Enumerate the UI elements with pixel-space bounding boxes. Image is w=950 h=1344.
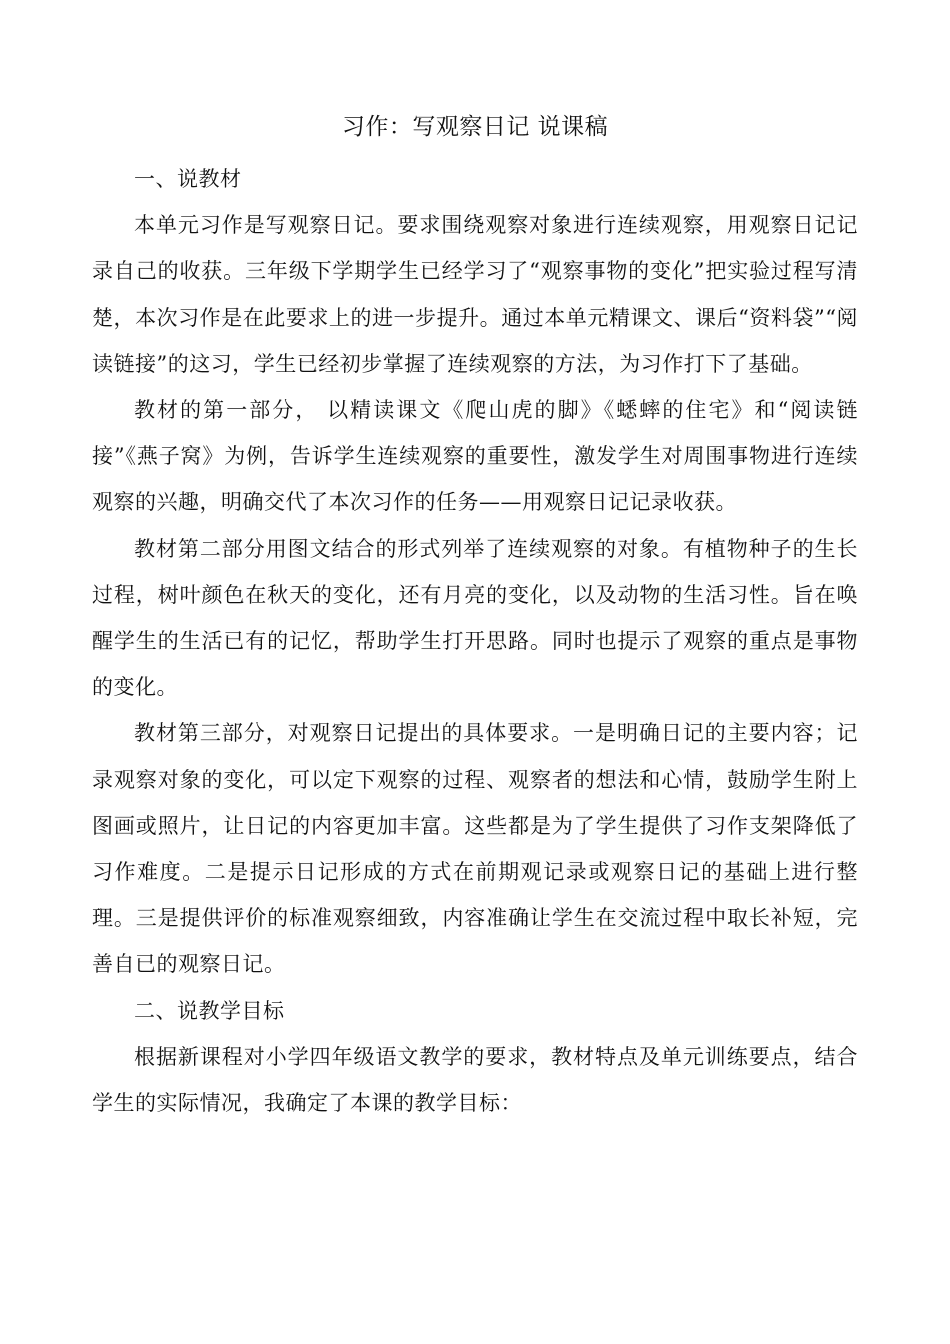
- paragraph-unit-overview: 本单元习作是写观察日记。要求围绕观察对象进行连续观察，用观察日记记录自己的收获。三年级下学期学生已经学习了“观察事物的变化”把实验过程写清楚，本次习作是在此要求上的进一步提升。通过本单元精课文、课后“资料袋”“阅读链接”的这习，学生已经初步掌握了连续观察的方法，为习作打下了基础。: [92, 213, 858, 376]
- section-heading-textbook: 一、说教材: [134, 167, 242, 191]
- paragraph-part-one: 教材的第一部分， 以精读课文《爬山虎的脚》《蟋蟀的住宅》和“阅读链接”《燕子窝》为例，告诉学生连续观察的重要性，激发学生对周围事物进行连续观察的兴趣，明确交代了本次习作的任务——用观察日记记录收获。: [92, 398, 858, 515]
- document-body: [92, 156, 858, 1126]
- paragraph-objectives-intro: 根据新课程对小学四年级语文教学的要求，教材特点及单元训练要点，结合学生的实际情况，我确定了本课的教学目标：: [92, 1044, 858, 1116]
- document-title: 习作：写观察日记 说课稿: [341, 114, 609, 140]
- section-heading-objectives: 二、说教学目标: [134, 998, 285, 1023]
- paragraph-part-two: 教材第二部分用图文结合的形式列举了连续观察的对象。有植物种子的生长过程，树叶颜色在秋天的变化，还有月亮的变化，以及动物的生活习性。旨在唤醒学生的生活已有的记忆，帮助学生打开思路。同时也提示了观察的重点是事物的变化。: [92, 536, 858, 700]
- paragraph-part-three: 教材第三部分，对观察日记提出的具体要求。一是明确日记的主要内容；记录观察对象的变化，可以定下观察的过程、观察者的想法和心情，鼓励学生附上图画或照片，让日记的内容更加丰富。这些都是为了学生提供了习作支架降低了习作难度。二是提示日记形成的方式在前期观记录或观察日记的基础上进行整理。三是提供评价的标准观察细致，内容准确让学生在交流过程中取长补短，完善自已的观察日记。: [92, 721, 858, 977]
